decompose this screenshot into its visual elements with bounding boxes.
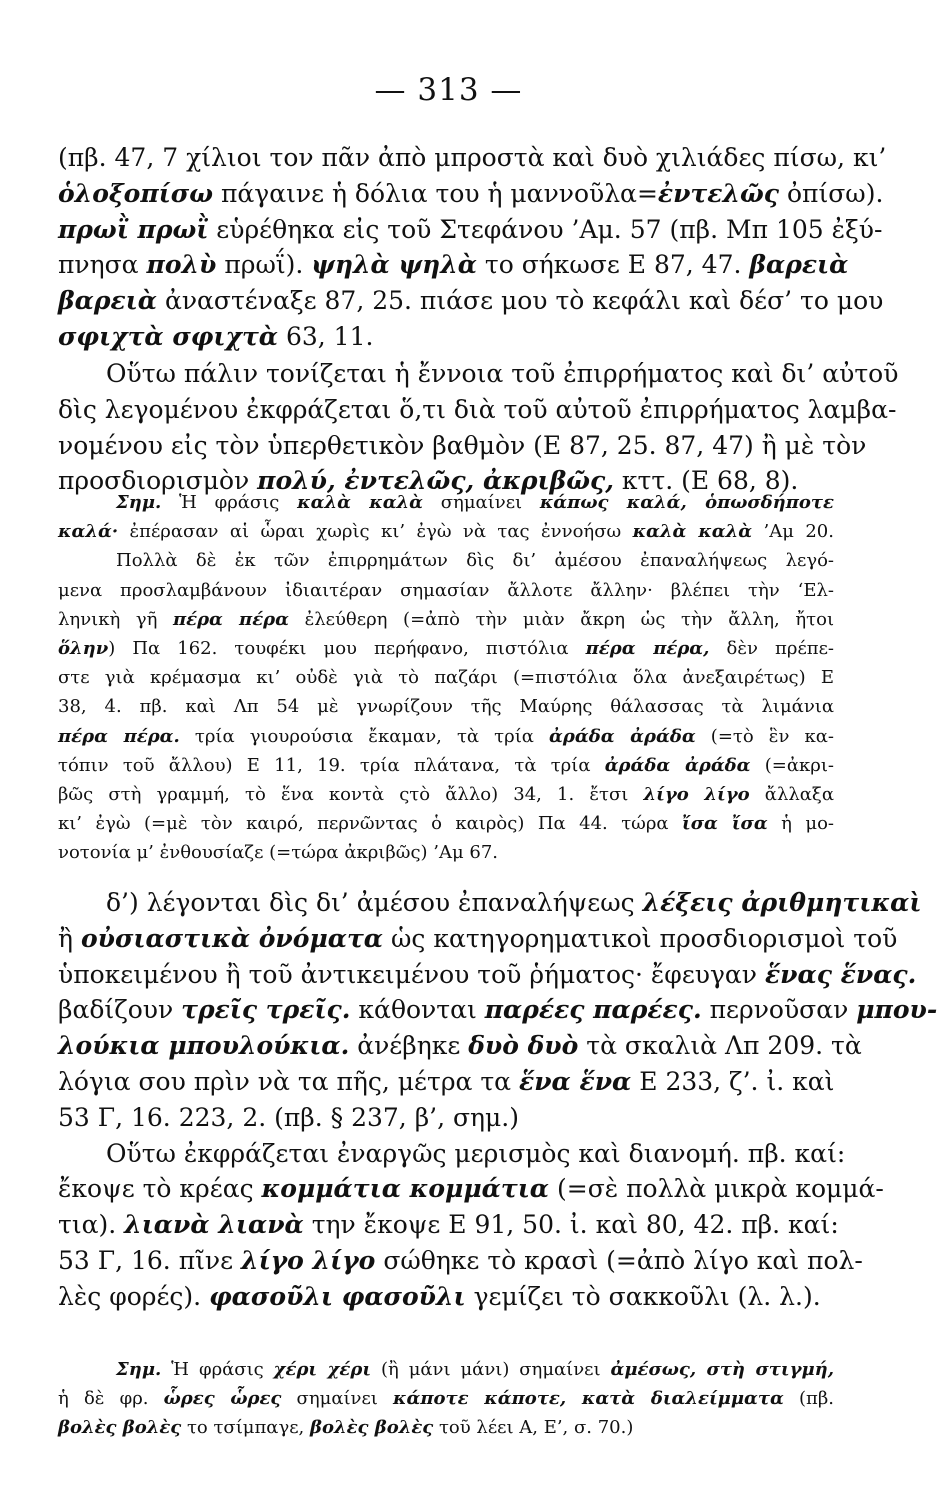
text-run: νοτονία μ’ ἐνθουσίαζε (=τώρα ἀκριβῶς) ’Αμ 67. (58, 842, 499, 864)
text-line (58, 1413, 834, 1442)
text-line (58, 663, 834, 692)
text-run: δὶς λεγομένου ἐκφράζεται ὅ,τι διὰ τοῦ αὐτοῦ ἐπιρρήματος λαμβα- (58, 394, 897, 424)
text-line (58, 809, 834, 838)
emphasized-text: ἀράδα ἀράδα (549, 725, 696, 747)
text-line (58, 885, 922, 921)
emphasized-text: βολὲς βολὲς (310, 1417, 434, 1439)
text-run: ἄλλαξα (749, 783, 834, 805)
text-run: ἡ δὲ φρ. (58, 1388, 164, 1410)
text-run: ὑποκειμένου ἢ τοῦ ἀντικειμένου τοῦ ῥήματος· ἔφευγαν (58, 959, 765, 989)
text-run: κάθονται (350, 995, 485, 1025)
emphasized-text: ψηλὰ ψηλὰ (311, 250, 477, 280)
emphasized-text: ὧρες ὧρες (163, 1388, 282, 1410)
text-run: πνησα (58, 250, 147, 280)
emphasized-text: βολὲς βολὲς (58, 1417, 182, 1439)
text-run: Ἡ φράσις (161, 492, 298, 513)
emphasized-text: πέρα πέρα (172, 608, 289, 630)
text-line (58, 428, 867, 464)
text-run: ἔκοψε τὸ κρέας (58, 1174, 262, 1204)
text-line (58, 1064, 834, 1100)
text-run: βῶς στὴ γραμμή, τὸ ἕνα κοντὰ ςτὸ ἄλλο) 34, 1. ἔτσι (58, 783, 644, 805)
emphasized-text: σφιχτὰ σφιχτὰ (58, 321, 279, 351)
text-line (58, 576, 834, 605)
text-run: Οὕτω πάλιν τονίζεται ἡ ἔννοια τοῦ ἐπιρρήματος καὶ δι’ αὐτοῦ (106, 359, 899, 388)
text-run: προσδιορισμὸν (58, 466, 258, 496)
text-line (58, 838, 834, 867)
emphasized-text: ἕνας ἕνας. (764, 959, 917, 989)
text-run: νομένου εἰς τὸν ὑπερθετικὸν βαθμὸν (Ε 87, 25. 87, 47) ἢ μὲ τὸν (58, 430, 867, 460)
text-run: τὰ σκαλιὰ Λπ 209. τὰ (578, 1031, 862, 1061)
paragraph-1 (58, 140, 887, 355)
text-run: ἢ (58, 923, 81, 953)
emphasized-text: κάπως καλά, ὁπωσδήποτε (539, 492, 834, 513)
emphasized-text: βαρειὰ (749, 250, 849, 280)
paragraph-2 (58, 356, 899, 499)
text-line (58, 546, 834, 575)
emphasized-text: πρωῒ πρωῒ (58, 214, 209, 244)
text-run: τια). (58, 1210, 125, 1240)
text-line (58, 283, 884, 319)
text-run: δὲν πρέπε- (709, 637, 835, 659)
emphasized-text: πολύ, ἐντελῶς, ἀκριβῶς, (257, 466, 614, 496)
emphasized-text: πολὺ (146, 250, 217, 280)
text-run: (=ἀκρι- (750, 754, 834, 776)
text-run: (πβ. (783, 1388, 834, 1410)
text-run: τοῦ λέει Α, Ε’, σ. 70.) (433, 1417, 634, 1439)
paragraph-3 (58, 885, 937, 1315)
emphasized-text: καλὰ καλὰ (297, 492, 424, 513)
emphasized-text: Σημ. (116, 492, 162, 513)
text-line (58, 517, 834, 546)
emphasized-text: κομμάτια κομμάτια (261, 1174, 550, 1204)
text-run: το σήκωσε Ε 87, 47. (476, 250, 750, 280)
text-run: ἐπέρασαν αἱ ὧραι χωρὶς κι’ ἐγὼ νὰ τας ἐννοήσω (118, 521, 633, 543)
text-run: Πολλὰ δὲ ἐκ τῶν ἐπιρρημάτων δὶς δι’ ἀμέσου ἐπαναλήψεως λεγό- (116, 550, 834, 572)
emphasized-text: ὁλοξοπίσω (58, 178, 213, 208)
text-run: πάγαινε ἡ δόλια του ἡ μαννοῦλα= (213, 178, 658, 208)
text-run: κττ. (Ε 68, 8). (613, 466, 799, 496)
text-run: 63, 11. (278, 321, 374, 351)
text-line (58, 921, 898, 957)
text-run: ἀνέβηκε (349, 1031, 469, 1061)
text-run: πρωΐ). (216, 250, 312, 280)
text-line (58, 722, 834, 751)
text-line (58, 634, 834, 663)
emphasized-text: φασοῦλι φασοῦλι (209, 1281, 466, 1311)
text-run: 53 Γ, 16. 223, 2. (πβ. § 237, β’, σημ.) (58, 1102, 519, 1132)
text-run: 53 Γ, 16. πῖνε (58, 1245, 242, 1275)
note-2 (58, 1355, 834, 1443)
text-run: (=τὸ ἓν κα- (695, 725, 834, 747)
text-line (58, 247, 849, 283)
text-line (58, 1171, 884, 1207)
text-run: τρία γιουρούσια ἔκαμαν, τὰ τρία (179, 725, 550, 747)
emphasized-text: λίγο λίγο (643, 783, 750, 805)
emphasized-text: ὅλην (58, 637, 109, 659)
text-run: ’Αμ 20. (752, 521, 834, 543)
text-line (58, 780, 834, 809)
text-line (58, 1243, 863, 1279)
text-run: λόγια σου πρὶν νὰ τα πῆς, μέτρα τα (58, 1066, 520, 1096)
text-run: γεμίζει τὸ σακκοῦλι (λ. λ.). (465, 1281, 821, 1311)
text-line (58, 176, 884, 212)
text-run: (ἢ μάνι μάνι) σημαίνει (371, 1359, 611, 1380)
text-run: ἐλεύθερη (=ἀπὸ τὴν μιὰν ἄκρη ὡς τὴν ἄλλη, ἤτοι (289, 608, 835, 630)
emphasized-text: τρεῖς τρεῖς. (181, 995, 351, 1025)
emphasized-text: ἴσα ἴσα (682, 813, 768, 835)
text-line (58, 319, 834, 355)
emphasized-text: κάποτε κάποτε, κατὰ διαλείμματα (393, 1388, 784, 1410)
text-run: ληνικὴ γῆ (58, 608, 173, 630)
text-run: λὲς φορές). (58, 1281, 210, 1311)
text-line (58, 605, 834, 634)
text-run: ) Πα 162. τουφέκι μου περήφανο, πιστόλια (108, 637, 586, 659)
text-run: εὑρέθηκα εἰς τοῦ Στεφάνου ’Αμ. 57 (πβ. Μπ 105 ἐξύ- (208, 214, 883, 244)
emphasized-text: ἐντελῶς (657, 178, 780, 208)
text-line (58, 1355, 834, 1384)
text-line (58, 751, 834, 780)
text-line (58, 992, 937, 1028)
emphasized-text: ἀράδα ἀράδα (604, 754, 751, 776)
emphasized-text: λίγο λίγο (241, 1245, 376, 1275)
text-run: κι’ ἐγὼ (=μὲ τὸν καιρό, περνῶντας ὁ καιρὸς) Πα 44. τώρα (58, 813, 683, 835)
emphasized-text: Σημ. (116, 1359, 162, 1380)
text-run: Ε 233, ζ’. ἰ. καὶ (631, 1066, 835, 1096)
emphasized-text: λούκια μπουλούκια. (58, 1031, 350, 1061)
text-run: ὀπίσω). (779, 178, 884, 208)
text-run: Ἡ φράσις (161, 1359, 274, 1380)
emphasized-text: λιανὰ λιανὰ (124, 1210, 304, 1240)
text-line (58, 1136, 846, 1172)
text-run: ἀναστέναξε 87, 25. πιάσε μου τὸ κεφάλι καὶ δέσ’ το μου (157, 286, 884, 316)
text-run: (=σὲ πολλὰ μικρὰ κομμά- (549, 1174, 884, 1204)
text-run: τόπιν τοῦ ἄλλου) Ε 11, 19. τρία πλάτανα, τὰ τρία (58, 754, 605, 776)
emphasized-text: πέρα πέρα, (585, 637, 710, 659)
emphasized-text: πέρα πέρα. (58, 725, 180, 747)
text-run: σώθηκε τὸ κρασὶ (=ἀπὸ λίγο καὶ πολ- (375, 1245, 863, 1275)
text-line (58, 1100, 834, 1136)
emphasized-text: καλὰ καλὰ (632, 521, 753, 543)
emphasized-text: ἕνα ἕνα (519, 1066, 632, 1096)
emphasized-text: χέρι χέρι (273, 1359, 372, 1380)
text-run: μενα προσλαμβάνουν ἰδιαιτέραν σημασίαν ἄλλοτε ἄλλην· βλέπει τὴν ‘Ελ- (58, 579, 834, 601)
text-run: περνοῦσαν (701, 995, 857, 1025)
text-run: σημαίνει (281, 1388, 394, 1410)
text-run: βαδίζουν (58, 995, 182, 1025)
text-run: την ἔκοψε Ε 91, 50. ἰ. καὶ 80, 42. πβ. καί: (303, 1210, 839, 1240)
emphasized-text: παρέες παρέες. (484, 995, 702, 1025)
text-line (58, 356, 899, 392)
emphasized-text: οὐσιαστικὰ ὀνόματα (80, 923, 384, 953)
text-run: ὡς κατηγορηματικοὶ προσδιορισμοὶ τοῦ (383, 923, 898, 953)
emphasized-text: μπου- (856, 995, 937, 1025)
text-line (58, 1207, 839, 1243)
text-run: Οὕτω ἐκφράζεται ἐναργῶς μερισμὸς καὶ διανομή. πβ. καί: (106, 1138, 846, 1168)
text-line (58, 1279, 834, 1315)
text-line (58, 140, 887, 176)
text-line (58, 1028, 862, 1064)
emphasized-text: λέξεις ἀριθμητικαὶ (642, 888, 922, 917)
text-run: ἡ μο- (767, 813, 834, 835)
page-number: — 313 — (374, 72, 523, 108)
text-line (58, 957, 917, 993)
note-1 (58, 488, 834, 867)
text-line (58, 212, 883, 248)
text-line (58, 692, 834, 721)
text-line (58, 1384, 834, 1413)
text-run: το τσίμπαγε, (181, 1417, 310, 1439)
text-line (58, 392, 897, 428)
text-line (58, 488, 834, 517)
text-run: σημαίνει (423, 492, 540, 513)
emphasized-text: βαρειὰ (58, 286, 157, 316)
emphasized-text: δυὸ δυὸ (468, 1031, 579, 1061)
text-run: 38, 4. πβ. καὶ Λπ 54 μὲ γνωρίζουν τῆς Μαύρης θάλασσας τὰ λιμάνια (58, 696, 834, 718)
text-run: (πβ. 47, 7 χίλιοι τον πᾶν ἀπὸ μπροστὰ καὶ δυὸ χιλιάδες πίσω, κι’ (58, 143, 887, 172)
emphasized-text: ἀμέσως, στὴ στιγμή, (610, 1359, 834, 1380)
text-run: δ’) λέγονται δὶς δι’ ἀμέσου ἐπαναλήψεως (106, 888, 643, 917)
text-run: στε γιὰ κρέμασμα κι’ οὐδὲ γιὰ τὸ παζάρι (=πιστόλια ὅλα ἀνεξαιρέτως) Ε (58, 667, 834, 689)
emphasized-text: καλά· (58, 521, 119, 543)
